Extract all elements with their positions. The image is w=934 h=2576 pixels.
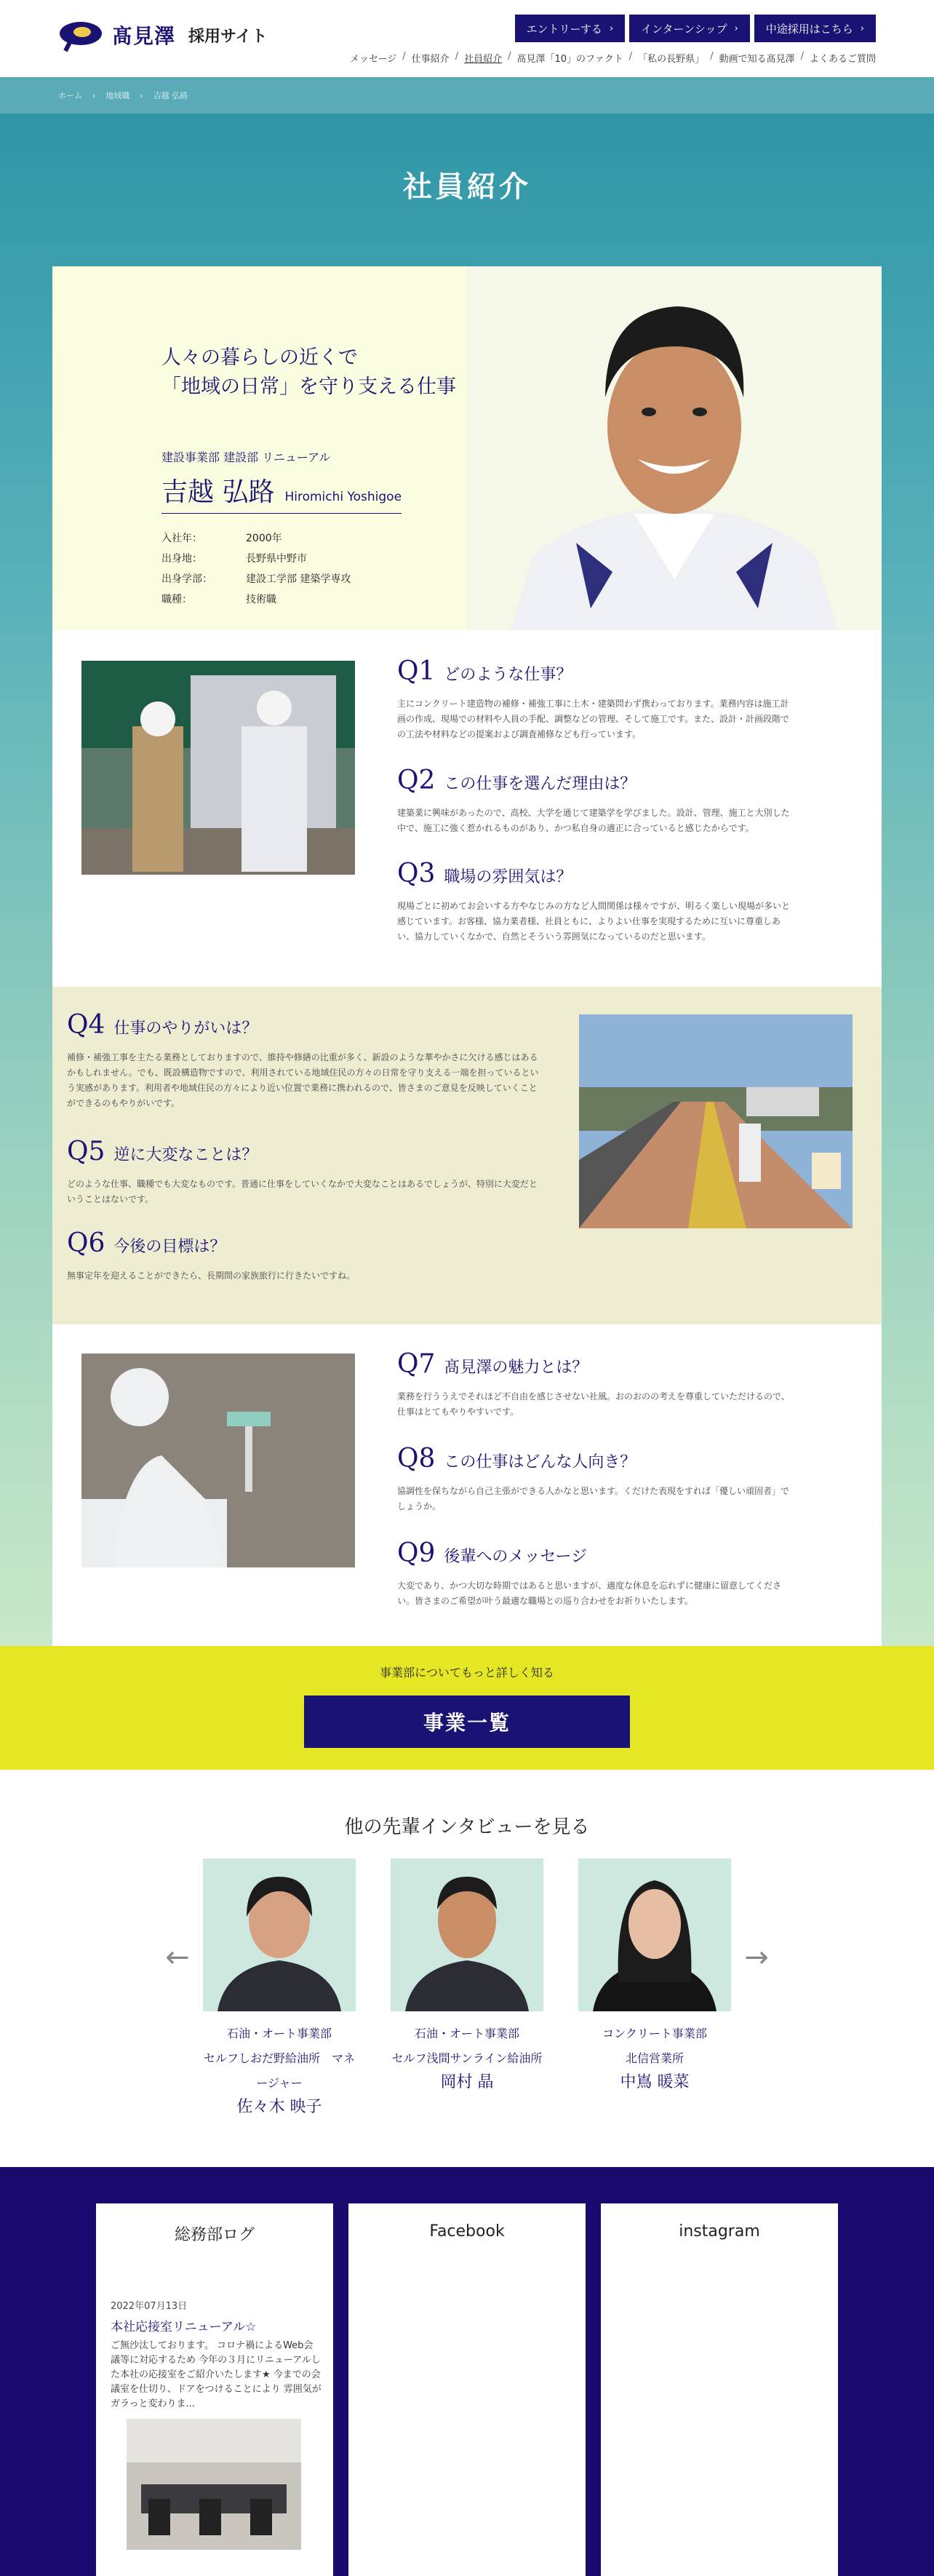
chevron-right-icon: › xyxy=(734,23,738,34)
nav-item-jobs[interactable]: 仕事紹介 xyxy=(411,54,450,65)
nav-item-faq[interactable]: よくあるご質問 xyxy=(809,54,876,65)
interview-photo xyxy=(578,1859,731,2011)
logo-text: 髙見澤 xyxy=(112,24,176,48)
footer-col-blog xyxy=(96,2203,333,2576)
info-row xyxy=(161,528,351,549)
interview-dept-1: 石油・オート事業部 xyxy=(226,2027,332,2040)
question-title: この仕事を選んだ理由は？ xyxy=(444,775,636,793)
question-title: 職場の雰囲気は？ xyxy=(444,868,572,886)
business-band-text: 事業部についてもっと詳しく知る xyxy=(380,1666,554,1679)
logo-subtitle: 採用サイト xyxy=(188,27,268,46)
internship-button[interactable] xyxy=(629,15,750,42)
qa-section-3 xyxy=(52,1324,882,1646)
question-number: Q7 xyxy=(397,1349,436,1379)
interview-dept xyxy=(203,2022,356,2096)
profile-name: 吉越 弘路 xyxy=(161,477,275,507)
chevron-right-icon: › xyxy=(860,23,864,34)
info-value: 技術職 xyxy=(246,594,276,605)
info-value: 建設工学部 建築学専攻 xyxy=(246,573,351,585)
interview-photo xyxy=(391,1859,543,2011)
nav-item-nagano[interactable]: 「私の長野県」 xyxy=(638,54,705,65)
qa-item xyxy=(397,1538,790,1609)
info-row xyxy=(161,589,351,610)
qa-photo-3 xyxy=(81,1353,355,1567)
breadcrumb-sep: › xyxy=(140,90,143,100)
qa-item xyxy=(67,1228,540,1284)
catchphrase xyxy=(161,343,456,402)
business-list-button[interactable]: 事業一覧 xyxy=(304,1696,630,1748)
info-key: 入社年： xyxy=(161,533,202,544)
question-number: Q8 xyxy=(397,1444,436,1474)
site-header xyxy=(0,0,934,77)
profile-info xyxy=(161,528,351,610)
qa-photo-2 xyxy=(579,1014,853,1228)
profile-name-en: Hiromichi Yoshigoe xyxy=(284,490,402,504)
qa-item xyxy=(67,1010,540,1111)
nav-item-facts[interactable]: 髙見澤「10」のファクト xyxy=(516,54,623,65)
qa-section-2 xyxy=(52,987,882,1324)
answer-text: 無事定年を迎えることができたら、長期間の家族旅行に行きたいですね。 xyxy=(67,1271,356,1281)
breadcrumb-category[interactable]: 地域職 xyxy=(105,91,130,100)
interview-card[interactable] xyxy=(203,1859,356,2119)
question-number: Q1 xyxy=(397,656,436,686)
answer-text: 業務を行ううえでそれほど不自由を感じさせない社風。おのおのの考えを尊重していただけるので、仕事はとてもやりやすいです。 xyxy=(397,1391,790,1417)
interview-card[interactable] xyxy=(578,1859,731,2094)
interview-dept-1: コンクリート事業部 xyxy=(602,2027,707,2040)
entry-button[interactable] xyxy=(515,15,625,42)
midcareer-button-label: 中途採用はこちら xyxy=(765,22,853,36)
info-key: 出身地： xyxy=(161,553,202,565)
internship-button-label: インターンシップ xyxy=(641,22,727,36)
question-number: Q5 xyxy=(67,1137,105,1166)
interview-name: 中嶌 暖菜 xyxy=(620,2073,690,2091)
breadcrumb-sep: › xyxy=(92,90,96,100)
info-value: 2000年 xyxy=(246,533,282,544)
info-key: 出身学部： xyxy=(161,573,212,585)
question-number: Q2 xyxy=(397,766,436,795)
info-row xyxy=(161,549,351,569)
qa-section-1 xyxy=(52,630,882,987)
global-nav: メッセージ / 仕事紹介 / 社員紹介 / 髙見澤「10」のファクト / 「私の長野県」 / 動画で知る髙見澤 / よくあるご質問 xyxy=(350,51,876,65)
blog-excerpt: ご無沙汰しております。 コロナ禍によるWeb会議等に対応するため 今年の３月にリニューアルした本社の応接室をご紹介いたします★ 今までの会議室を仕切り、ドアをつけることにより 雰囲気がガラっと変わりま... xyxy=(111,2340,322,2409)
chevron-right-icon: › xyxy=(609,23,614,34)
breadcrumb-home[interactable]: ホーム xyxy=(58,91,82,100)
arrow-left-icon[interactable]: ← xyxy=(165,1941,190,1974)
answer-text: 大変であり、かつ大切な時期ではあると思いますが、適度な休息を忘れずに健康に留意してください。皆さまのご希望が叶う最適な職場との巡り合わせをお祈りいたします。 xyxy=(397,1581,782,1606)
arrow-right-icon[interactable]: → xyxy=(744,1941,769,1974)
profile-card xyxy=(52,266,882,630)
top-buttons xyxy=(515,15,876,42)
catchphrase-line-2: 「地域の日常」を守り支える仕事 xyxy=(161,375,456,398)
blog-title[interactable]: 本社応接室リニューアル☆ xyxy=(111,2320,257,2334)
nav-item-message[interactable]: メッセージ xyxy=(350,54,397,65)
question-number: Q3 xyxy=(397,859,436,889)
info-key: 職種： xyxy=(161,594,192,605)
profile-portrait xyxy=(467,266,882,630)
qa-item xyxy=(397,1349,790,1420)
qa-item xyxy=(67,1137,540,1207)
qa-item xyxy=(397,656,790,742)
catchphrase-line-1: 人々の暮らしの近くで xyxy=(161,346,358,369)
blog-entry[interactable] xyxy=(111,2298,322,2553)
footer-col-title: Facebook xyxy=(429,2222,505,2241)
question-title: 髙見澤の魅力とは？ xyxy=(444,1359,588,1377)
site-logo[interactable] xyxy=(58,17,267,52)
question-number: Q6 xyxy=(67,1228,105,1258)
profile-department: 建設事業部 建設部 リニューアル xyxy=(161,450,331,464)
answer-text: どのような仕事、職種でも大変なものです。普通に仕事をしていくなかで大変なことはあるでしょうが、特別に大変だということはないです。 xyxy=(67,1179,538,1204)
question-title: 仕事のやりがいは？ xyxy=(113,1019,258,1038)
interview-dept xyxy=(391,2022,543,2071)
answer-text: 現場ごとに初めてお会いする方やなじみの方など人間関係は様々ですが、明るく楽しい現場が多いと感じています。お客様、協力業者様、社員ともに、よりよい仕事を実現するために互いに尊重しあい、協力していくなかで、自然とそういう雰囲気になっているのだと思います。 xyxy=(397,901,791,942)
blog-date: 2022年07月13日 xyxy=(111,2301,188,2312)
question-title: この仕事はどんな人向き？ xyxy=(444,1453,636,1471)
answer-text: 補修・補強工事を主たる業務としておりますので、維持や修繕の比重が多く、新設のような華やかさに欠ける感じはあるかもしれません。でも、既設構造物ですので、利用されている地域住民の方々の日常を守り支える一端を担っているという実感があります。利用者や地域住民の方々により近い位置で業務に携われるので、皆さまのご意見を反映していくことができるのもやりがいです。 xyxy=(67,1052,539,1108)
qa-item xyxy=(397,1444,790,1514)
interview-dept-2: セルフしおだ野給油所 マネージャー xyxy=(203,2051,355,2090)
qa-item xyxy=(397,859,790,945)
answer-text: 主にコンクリート建造物の補修・補強工事に土木・建築問わず携わっております。業務内容は施工計画の作成、現場での材料や人員の手配、調整などの管理、そして施工です。また、設計・計画段階での工法や材料などの提案および調査補修なども行っています。 xyxy=(397,699,790,739)
qa-photo-1 xyxy=(81,661,355,875)
interview-dept-2: セルフ浅間サンライン給油所 xyxy=(391,2051,543,2065)
entry-button-label: エントリーする xyxy=(526,22,602,36)
answer-text: 建築業に興味があったので、高校、大学を通じて建築学を学びました。設計、管理、施工と大別した中で、施工に強く惹かれるものがあり、かつ私自身の適正に合っていると感じたからです。 xyxy=(397,808,790,833)
interview-name: 岡村 晶 xyxy=(440,2073,494,2091)
answer-text: 協調性を保ちながら自己主張ができる人かなと思います。くだけた表現をすれば「優しい頑固者」でしょうか。 xyxy=(397,1486,790,1511)
nav-item-video[interactable]: 動画で知る髙見澤 xyxy=(719,54,795,65)
info-row xyxy=(161,569,351,589)
page-title: 社員紹介 xyxy=(403,170,531,204)
interview-name: 佐々木 映子 xyxy=(236,2098,322,2116)
midcareer-button[interactable] xyxy=(754,15,876,42)
question-number: Q4 xyxy=(67,1010,105,1040)
footer-col-title: instagram xyxy=(679,2222,760,2241)
profile-name-row xyxy=(161,472,402,514)
blog-image xyxy=(127,2419,301,2550)
logo-mark-icon xyxy=(58,17,103,52)
breadcrumb-current: 吉越 弘路 xyxy=(153,91,188,100)
question-title: どのような仕事？ xyxy=(444,666,572,684)
interview-dept-2: 北信営業所 xyxy=(625,2051,684,2065)
question-number: Q9 xyxy=(397,1538,436,1568)
info-value: 長野県中野市 xyxy=(246,553,307,565)
other-interviews-title: 他の先輩インタビューを見る xyxy=(344,1816,590,1838)
interview-photo xyxy=(203,1859,356,2011)
footer-col-instagram xyxy=(601,2203,838,2576)
interview-dept-1: 石油・オート事業部 xyxy=(414,2027,519,2040)
interview-dept xyxy=(578,2022,731,2071)
qa-item xyxy=(397,766,790,836)
question-title: 今後の目標は？ xyxy=(113,1238,226,1256)
question-title: 逆に大変なことは？ xyxy=(113,1146,258,1164)
interview-card[interactable] xyxy=(391,1859,543,2094)
question-title: 後輩へのメッセージ xyxy=(444,1548,588,1566)
nav-item-staff[interactable]: 社員紹介 xyxy=(464,54,503,65)
footer-col-facebook xyxy=(348,2203,586,2576)
breadcrumb xyxy=(0,77,934,114)
footer-col-title: 総務部ログ xyxy=(174,2226,255,2244)
